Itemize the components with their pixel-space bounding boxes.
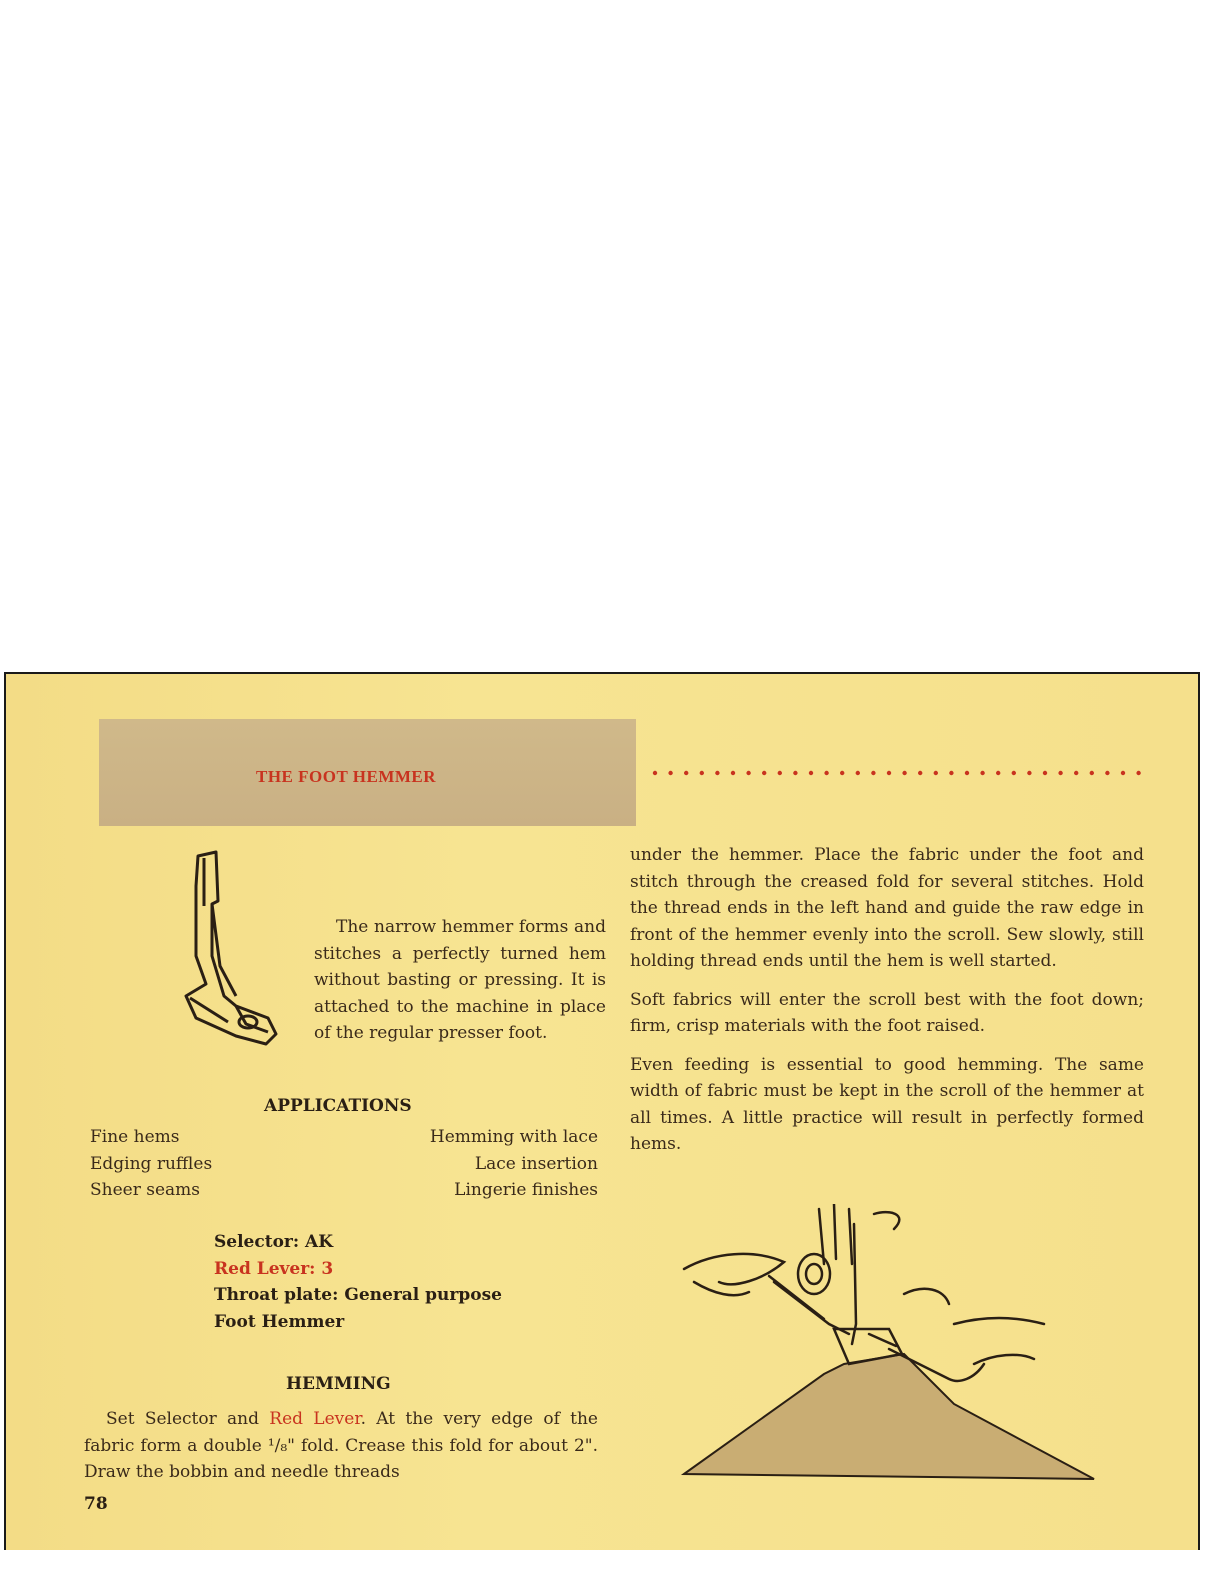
list-item: Lace insertion	[474, 1153, 598, 1174]
list-item: Edging ruffles	[90, 1153, 213, 1174]
rule-dot	[700, 771, 704, 775]
intro-text: The narrow hemmer forms and stitches a perfectly turned hem without basting or pressing. It is attached to the machine in place of the regular presser foot.	[314, 917, 606, 1043]
rule-dot	[762, 771, 766, 775]
right-column	[630, 842, 1144, 1158]
rule-dot	[1027, 771, 1031, 775]
rule-dot	[980, 771, 984, 775]
list-item: Lingerie finishes	[454, 1180, 598, 1200]
rule-dot	[1058, 771, 1062, 775]
rule-dot	[1012, 771, 1016, 775]
rule-dot	[824, 771, 828, 775]
hemming-paragraph	[84, 1406, 598, 1486]
red-lever-mention: Red Lever	[269, 1409, 361, 1429]
page-title: THE FOOT HEMMER	[256, 767, 437, 786]
rule-dot	[1090, 771, 1094, 775]
right-paragraph-1: under the hemmer. Place the fabric under the foot and stitch through the creased fold for several stitches. Hold the thread ends in the left hand and guide the raw edge in front of the hemmer evenly into the scroll. Sew slowly, still holding thread ends until the hem is well started.	[630, 845, 1144, 971]
rule-dot	[965, 771, 969, 775]
throat-plate-setting: Throat plate: General purpose	[214, 1285, 502, 1305]
hemming-text-end: . At the very edge of the fabric form a double ¹/₈" fold. Crease this fold for about 2". Draw the bobbin and needle threads	[84, 1409, 598, 1482]
hemming-text	[84, 1406, 598, 1486]
list-item: Sheer seams	[90, 1180, 201, 1200]
selector-setting: Selector: AK	[214, 1232, 334, 1252]
rule-dot	[653, 771, 657, 775]
rule-dot	[918, 771, 922, 775]
rule-dot	[902, 771, 906, 775]
applications-right-list	[430, 1124, 598, 1204]
foot-setting: Foot Hemmer	[214, 1311, 345, 1332]
applications-left-list	[90, 1124, 212, 1204]
rule-dot	[934, 771, 938, 775]
red-lever-setting: Red Lever: 3	[214, 1258, 334, 1279]
rule-dot	[996, 771, 1000, 775]
list-item: Hemming with lace	[429, 1127, 598, 1147]
rule-dot	[887, 771, 891, 775]
hemming-text-start: Set Selector and	[106, 1409, 270, 1429]
rule-dot	[840, 771, 844, 775]
rule-dot	[793, 771, 797, 775]
rule-dot	[1074, 771, 1078, 775]
rule-dot	[1043, 771, 1047, 775]
hemming-machine-illustration	[674, 1204, 1110, 1494]
right-paragraph-3: Even feeding is essential to good hemming. The same width of fabric must be kept in the scroll of the hemmer at all times. A little practice will result in perfectly formed hems.	[630, 1054, 1144, 1154]
applications-heading: APPLICATIONS	[264, 1096, 412, 1116]
rule-dot	[715, 771, 719, 775]
right-paragraph-2: Soft fabrics will enter the scroll best with the foot down; firm, crisp materials with the foot raised.	[630, 989, 1144, 1036]
rule-dot	[668, 771, 672, 775]
rule-dot	[684, 771, 688, 775]
rule-dot	[1136, 771, 1140, 775]
rule-dot	[731, 771, 735, 775]
rule-dot	[871, 771, 875, 775]
page-number: 78	[84, 1494, 108, 1514]
page-bottom-margin	[0, 1550, 1224, 1584]
rule-dot	[949, 771, 953, 775]
rule-dot	[778, 771, 782, 775]
intro-paragraph	[314, 914, 606, 1047]
rule-dot	[746, 771, 750, 775]
list-item: Fine hems	[90, 1127, 180, 1147]
rule-dot	[1121, 771, 1125, 775]
rule-dot	[809, 771, 813, 775]
dotted-rule	[651, 770, 1151, 776]
hemmer-foot-illustration	[176, 846, 286, 1046]
manual-page	[4, 672, 1200, 1552]
machine-settings	[214, 1229, 502, 1335]
rule-dot	[1105, 771, 1109, 775]
rule-dot	[856, 771, 860, 775]
hemming-heading: HEMMING	[286, 1374, 391, 1394]
